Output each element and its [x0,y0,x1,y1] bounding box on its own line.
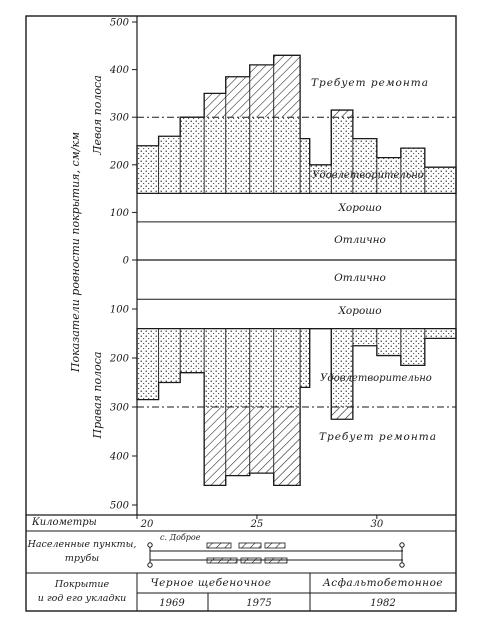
settlement-name: с. Доброе [160,533,201,542]
right-ytick-label-300: 300 [109,402,129,414]
right-step-dots-3 [204,329,226,407]
left-step-dots-5 [250,117,274,193]
right-step-dots-2 [180,329,204,373]
pipe-marker-start-bottom [148,563,152,567]
y-ticks [109,18,137,512]
surface-type-black-gravel: Черное щебеночное [150,577,272,589]
surface-label-line2: и год его укладки [37,593,127,604]
right-step-dots-10 [353,329,377,346]
right-lane-label: Правая полоса [91,351,104,439]
zone-label-right-excellent: Отлично [334,272,386,284]
left-lane-label: Левая полоса [91,75,104,155]
left-step-dots-3 [204,117,226,193]
left-step-dots-7 [300,139,310,194]
left-step-dots-0 [137,146,159,194]
left-step-hatch-6 [274,55,300,117]
left-ytick-label-500: 500 [109,17,129,29]
right-step-hatch-6 [274,407,300,485]
left-ytick-label-200: 200 [109,160,129,172]
year-1969: 1969 [159,598,185,609]
right-step-dots-12 [401,329,425,366]
zone-label-right-repair: Требует ремонта [318,431,438,443]
right-step-hatch-3 [204,407,226,485]
pipe-marker-end-bottom [400,563,404,567]
left-step-dots-2 [180,117,204,193]
xtick-label-20: 20 [140,519,154,530]
settlements-label-line1: Населенные пункты, [27,539,137,550]
right-ytick-label-500: 500 [109,500,129,512]
zone-label-right-satisfactory: Удовлетворительно [320,373,432,384]
right-ytick-label-100: 100 [109,304,129,316]
left-step-hatch-9 [331,110,353,117]
left-step-dots-1 [159,136,181,193]
y-axis-title: Показатели ровности покрытия, см/км [69,131,82,373]
right-step-dots-1 [159,329,181,383]
right-step-dots-5 [250,329,274,407]
zone-label-left-good: Хорошо [338,202,382,214]
right-step-hatch-5 [250,407,274,473]
settlement-blocks [207,543,287,563]
right-step-dots-11 [377,329,401,356]
x-ticks [137,515,384,530]
roughness-steps [137,55,456,485]
pipe-marker-end-top [400,543,404,547]
year-1982: 1982 [370,598,396,609]
left-step-hatch-4 [226,77,250,117]
right-ytick-label-400: 400 [109,451,129,463]
km-row-label: Километры [32,517,97,528]
right-step-hatch-4 [226,407,250,476]
right-step-dots-4 [226,329,250,407]
left-ytick-label-100: 100 [109,207,129,219]
zone-label-left-repair: Требует ремонта [310,77,430,89]
year-1975: 1975 [246,598,272,609]
right-step-dots-7 [300,329,310,388]
left-step-dots-9 [331,117,353,193]
left-step-dots-6 [274,117,300,193]
right-step-dots-13 [425,329,456,339]
left-step-dots-10 [353,139,377,194]
left-step-hatch-5 [250,65,274,117]
left-ytick-label-400: 400 [109,65,129,77]
surface-label-line1: Покрытие [54,579,110,590]
right-ytick-label-200: 200 [109,353,129,365]
xtick-label-25: 25 [250,519,264,530]
zone-label-right-good: Хорошо [338,305,382,317]
xtick-label-30: 30 [370,519,384,530]
left-ytick-label-300: 300 [109,112,129,124]
right-step-dots-6 [274,329,300,407]
right-step-hatch-9 [331,407,353,419]
pipe-marker-start-top [148,543,152,547]
right-step-dots-9 [331,329,353,407]
surface-type-asphalt: Асфальтобетонное [322,577,444,589]
left-step-dots-13 [425,167,456,193]
settlements-label-line2: трубы [64,553,100,564]
left-ytick-label-0: 0 [122,255,129,267]
zone-label-left-excellent: Отлично [334,234,386,246]
left-step-hatch-3 [204,93,226,117]
zone-label-left-satisfactory: Удовлетворительно [312,170,424,181]
right-step-dots-0 [137,329,159,400]
left-step-dots-4 [226,117,250,193]
